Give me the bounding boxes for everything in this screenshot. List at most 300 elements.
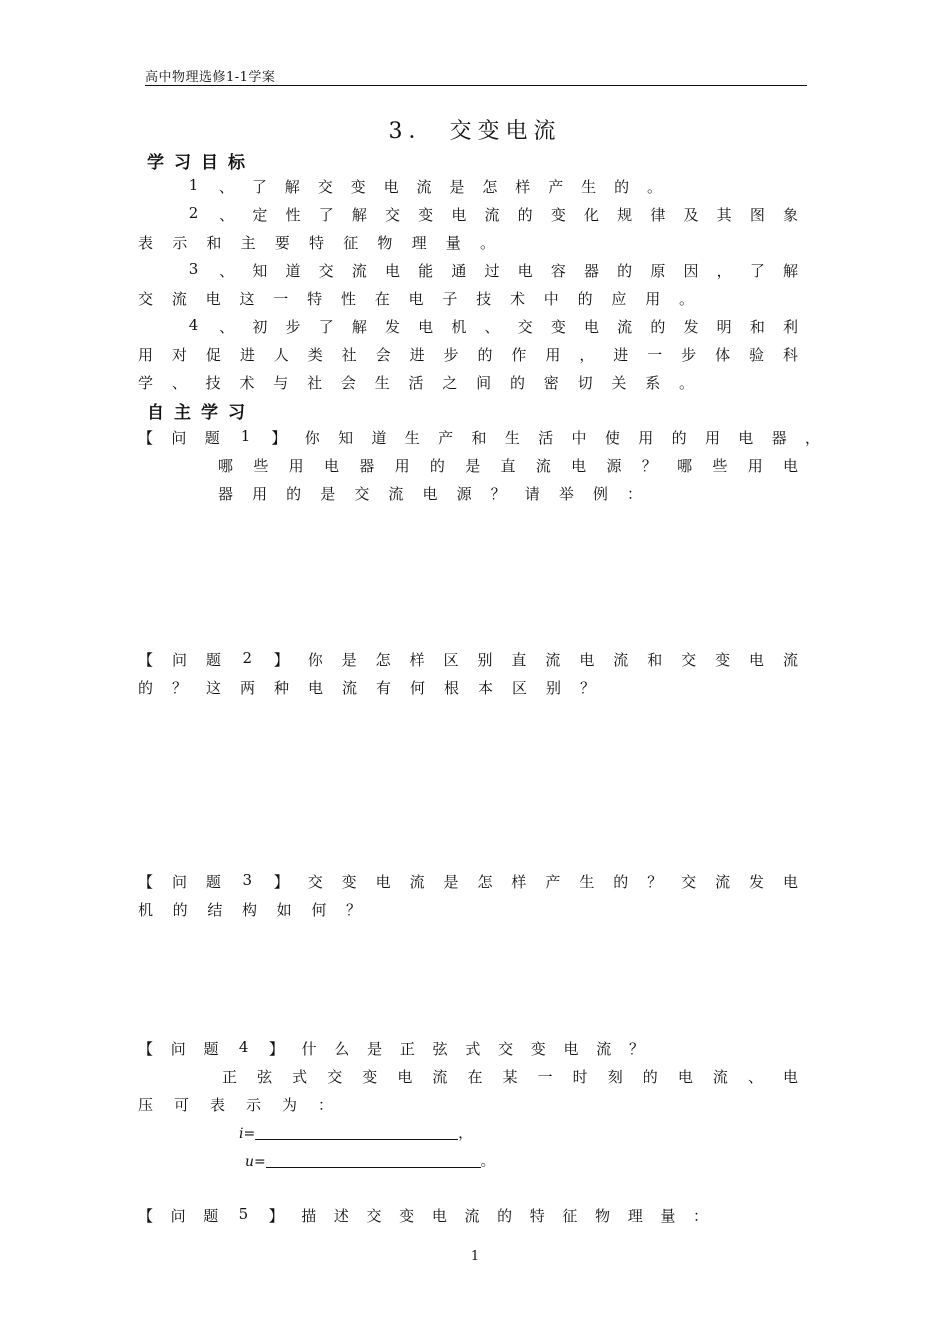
glyph: 要: [274, 234, 290, 252]
glyph: 用: [545, 346, 561, 364]
glyph: 电: [749, 651, 765, 669]
glyph: 生: [581, 178, 597, 196]
glyph: 示: [246, 1096, 262, 1114]
glyph: 用: [288, 457, 304, 475]
glyph: 特: [529, 1207, 545, 1225]
glyph: 用: [394, 457, 410, 475]
formula-variable: u=: [245, 1154, 266, 1170]
glyph: 生: [579, 873, 595, 891]
glyph: 5: [238, 1205, 249, 1223]
glyph: 这: [239, 290, 255, 308]
glyph: 作: [511, 346, 527, 364]
glyph: 变: [550, 318, 566, 336]
glyph: 的: [497, 1207, 513, 1225]
glyph: 别: [477, 651, 493, 669]
glyph: 、: [219, 262, 235, 280]
glyph: 如: [276, 901, 292, 919]
glyph: 【: [138, 1207, 154, 1225]
glyph: 源: [456, 485, 472, 503]
glyph: 示: [172, 234, 188, 252]
glyph: 【: [138, 1040, 154, 1058]
glyph: 交: [318, 262, 334, 280]
glyph: 【: [138, 651, 154, 669]
glyph: 电: [571, 457, 587, 475]
glyph: ，: [579, 346, 595, 364]
glyph: 问: [170, 1040, 186, 1058]
glyph: 进: [613, 346, 629, 364]
glyph: 流: [617, 318, 633, 336]
glyph: 4: [238, 1038, 249, 1056]
glyph: 是: [465, 457, 481, 475]
glyph: 征: [562, 1207, 578, 1225]
glyph: 的: [477, 346, 493, 364]
glyph: 产: [548, 178, 564, 196]
glyph: 可: [174, 1096, 190, 1114]
glyph: 交: [138, 290, 154, 308]
glyph: 的: [671, 429, 687, 447]
section-heading-goals: 学习目标: [147, 153, 255, 173]
glyph: 的: [617, 262, 633, 280]
glyph: 哪: [218, 457, 234, 475]
glyph: 在: [374, 290, 390, 308]
glyph: 与: [273, 374, 289, 392]
answer-blank[interactable]: [255, 1125, 458, 1140]
glyph: 子: [442, 290, 458, 308]
glyph: 电: [323, 457, 339, 475]
glyph: 、: [747, 1068, 763, 1086]
glyph: 物: [595, 1207, 611, 1225]
glyph: 压: [138, 1096, 154, 1114]
glyph: 术: [509, 290, 525, 308]
glyph: 举: [558, 485, 574, 503]
glyph: 主: [240, 234, 256, 252]
glyph: 量: [445, 234, 461, 252]
glyph: 解: [351, 318, 367, 336]
glyph: 3: [242, 871, 253, 889]
glyph: 的: [613, 873, 629, 891]
glyph: 化: [584, 206, 600, 224]
glyph: 电: [397, 1068, 413, 1086]
glyph: 流: [535, 457, 551, 475]
glyph: 交: [517, 318, 533, 336]
glyph: 的: [517, 206, 533, 224]
glyph: ，: [716, 262, 732, 280]
glyph: 因: [683, 262, 699, 280]
glyph: 会: [375, 346, 391, 364]
glyph: 器: [771, 429, 787, 447]
glyph: ？: [490, 485, 506, 503]
glyph: 人: [273, 346, 289, 364]
glyph: 机: [451, 318, 467, 336]
glyph: 技: [205, 374, 221, 392]
glyph: 。: [480, 234, 496, 252]
glyph: 电: [451, 206, 467, 224]
glyph: 流: [545, 651, 561, 669]
glyph: 和: [749, 318, 765, 336]
glyph: 使: [604, 429, 620, 447]
header-rule: [145, 85, 807, 86]
glyph: 发: [749, 873, 765, 891]
glyph: 电: [783, 873, 799, 891]
glyph: 电: [783, 457, 799, 475]
glyph: 步: [681, 346, 697, 364]
formula-variable: i=: [239, 1126, 256, 1142]
glyph: 】: [273, 651, 289, 669]
glyph: 理: [411, 234, 427, 252]
glyph: 交: [366, 1207, 382, 1225]
glyph: 特: [307, 290, 323, 308]
page-header: 高中物理选修1-1学案: [145, 70, 276, 85]
glyph: 和: [471, 429, 487, 447]
glyph: 电: [783, 1068, 799, 1086]
glyph: 电: [579, 651, 595, 669]
glyph: 用: [252, 485, 268, 503]
glyph: 些: [712, 457, 728, 475]
glyph: 系: [645, 374, 661, 392]
glyph: 样: [511, 873, 527, 891]
glyph: 用: [638, 429, 654, 447]
glyph: 源: [606, 457, 622, 475]
glyph: 切: [577, 374, 593, 392]
glyph: 流: [715, 873, 731, 891]
glyph: 电: [375, 873, 391, 891]
formula-f-u: [245, 1151, 495, 1171]
glyph: 利: [783, 318, 799, 336]
glyph: 过: [484, 262, 500, 280]
glyph: 步: [443, 346, 459, 364]
glyph: ：: [693, 1207, 709, 1225]
glyph: 解: [351, 206, 367, 224]
glyph: 律: [650, 206, 666, 224]
glyph: ？: [629, 1040, 645, 1058]
glyph: 社: [307, 374, 323, 392]
glyph: 电: [308, 679, 324, 697]
glyph: 题: [204, 429, 220, 447]
glyph: 1: [240, 427, 251, 445]
glyph: 器: [218, 485, 234, 503]
glyph: 对: [171, 346, 187, 364]
glyph: 器: [359, 457, 375, 475]
glyph: 电: [418, 318, 434, 336]
glyph: 刻: [607, 1068, 623, 1086]
glyph: 变: [341, 873, 357, 891]
glyph: 式: [465, 1040, 481, 1058]
glyph: 变: [550, 206, 566, 224]
glyph: 发: [385, 318, 401, 336]
glyph: 解: [783, 262, 799, 280]
glyph: 了: [251, 178, 267, 196]
glyph: 之: [442, 374, 458, 392]
glyph: 题: [205, 651, 221, 669]
glyph: 体: [715, 346, 731, 364]
glyph: 机: [138, 901, 154, 919]
glyph: 生: [504, 429, 520, 447]
glyph: 【: [138, 873, 154, 891]
glyph: 在: [467, 1068, 483, 1086]
glyph: 电: [385, 262, 401, 280]
glyph: 你: [304, 429, 320, 447]
glyph: 电: [431, 1207, 447, 1225]
glyph: 生: [374, 374, 390, 392]
glyph: 题: [203, 1040, 219, 1058]
glyph: 的: [614, 178, 630, 196]
glyph: 正: [222, 1068, 238, 1086]
glyph: 间: [476, 374, 492, 392]
glyph: 。: [679, 374, 695, 392]
glyph: 交: [681, 873, 697, 891]
glyph: 和: [647, 651, 663, 669]
glyph: 用: [704, 429, 720, 447]
glyph: 能: [418, 262, 434, 280]
glyph: 。: [679, 290, 695, 308]
glyph: 、: [484, 318, 500, 336]
glyph: 请: [524, 485, 540, 503]
glyph: 流: [342, 679, 358, 697]
glyph: 活: [408, 374, 424, 392]
glyph: 和: [206, 234, 222, 252]
glyph: 征: [343, 234, 359, 252]
glyph: 一: [647, 346, 663, 364]
glyph: 验: [749, 346, 765, 364]
glyph: 图: [749, 206, 765, 224]
glyph: 其: [716, 206, 732, 224]
glyph: 理: [627, 1207, 643, 1225]
glyph: 何: [311, 901, 327, 919]
glyph: 、: [218, 178, 234, 196]
glyph: 是: [449, 178, 465, 196]
glyph: 表: [138, 234, 154, 252]
glyph: 电: [677, 1068, 693, 1086]
glyph: 变: [350, 178, 366, 196]
glyph: 性: [285, 206, 301, 224]
glyph: 电: [517, 262, 533, 280]
glyph: 直: [511, 651, 527, 669]
glyph: 】: [271, 429, 287, 447]
glyph: 有: [376, 679, 392, 697]
glyph: 这: [206, 679, 222, 697]
glyph: 电: [738, 429, 754, 447]
glyph: 】: [273, 873, 289, 891]
glyph: 物: [377, 234, 393, 252]
glyph: 根: [444, 679, 460, 697]
glyph: 是: [367, 1040, 383, 1058]
glyph: 的: [172, 901, 188, 919]
glyph: 直: [500, 457, 516, 475]
glyph: 怎: [375, 651, 391, 669]
glyph: 电: [383, 178, 399, 196]
glyph: 定: [252, 206, 268, 224]
glyph: ？: [346, 901, 362, 919]
glyph: 解: [284, 178, 300, 196]
glyph: 流: [416, 178, 432, 196]
glyph: 别: [546, 679, 562, 697]
glyph: 两: [240, 679, 256, 697]
glyph: 发: [683, 318, 699, 336]
answer-blank[interactable]: [266, 1153, 481, 1168]
glyph: 流: [783, 651, 799, 669]
glyph: 变: [715, 651, 731, 669]
glyph: 问: [171, 651, 187, 669]
glyph: 构: [242, 901, 258, 919]
glyph: 容: [550, 262, 566, 280]
glyph: ：: [318, 1096, 334, 1114]
glyph: 道: [285, 262, 301, 280]
glyph: 样: [409, 651, 425, 669]
glyph: 结: [207, 901, 223, 919]
glyph: 特: [309, 234, 325, 252]
formula-punctuation: ，: [458, 1126, 473, 1142]
glyph: 题: [205, 873, 221, 891]
glyph: 哪: [677, 457, 693, 475]
glyph: 交: [307, 873, 323, 891]
glyph: 的: [138, 679, 154, 697]
glyph: 本: [478, 679, 494, 697]
glyph: 的: [577, 290, 593, 308]
glyph: 3: [188, 260, 199, 278]
glyph: ，: [805, 429, 821, 447]
glyph: 道: [371, 429, 387, 447]
glyph: 题: [203, 1207, 219, 1225]
glyph: 了: [318, 206, 334, 224]
glyph: ？: [647, 873, 663, 891]
glyph: 学: [138, 374, 154, 392]
glyph: 社: [341, 346, 357, 364]
glyph: 进: [409, 346, 425, 364]
glyph: 用: [138, 346, 154, 364]
formula-punctuation: 。: [480, 1154, 495, 1170]
glyph: 关: [611, 374, 627, 392]
glyph: 交: [327, 1068, 343, 1086]
glyph: 一: [273, 290, 289, 308]
glyph: 知: [338, 429, 354, 447]
glyph: 描: [301, 1207, 317, 1225]
glyph: 器: [584, 262, 600, 280]
glyph: 原: [650, 262, 666, 280]
glyph: 一: [537, 1068, 553, 1086]
glyph: 问: [171, 873, 187, 891]
glyph: 种: [274, 679, 290, 697]
glyph: 电: [563, 1040, 579, 1058]
glyph: 变: [399, 1207, 415, 1225]
glyph: 、: [171, 374, 187, 392]
glyph: 么: [334, 1040, 350, 1058]
glyph: 交: [354, 485, 370, 503]
glyph: 为: [282, 1096, 298, 1114]
glyph: 正: [399, 1040, 415, 1058]
glyph: 了: [318, 318, 334, 336]
glyph: 流: [388, 485, 404, 503]
glyph: 初: [252, 318, 268, 336]
glyph: 2: [188, 204, 199, 222]
glyph: 什: [301, 1040, 317, 1058]
glyph: 4: [188, 316, 199, 334]
glyph: 流: [596, 1040, 612, 1058]
glyph: 是: [443, 873, 459, 891]
glyph: 及: [683, 206, 699, 224]
glyph: 明: [716, 318, 732, 336]
glyph: 样: [515, 178, 531, 196]
glyph: 的: [642, 1068, 658, 1086]
glyph: ：: [627, 485, 643, 503]
glyph: 表: [210, 1096, 226, 1114]
glyph: 进: [239, 346, 255, 364]
glyph: 流: [432, 1068, 448, 1086]
glyph: 用: [645, 290, 661, 308]
formula-f-i: [239, 1123, 472, 1143]
glyph: 产: [438, 429, 454, 447]
glyph: 你: [307, 651, 323, 669]
glyph: 例: [592, 485, 608, 503]
glyph: 密: [543, 374, 559, 392]
glyph: 某: [502, 1068, 518, 1086]
glyph: 会: [340, 374, 356, 392]
glyph: 步: [285, 318, 301, 336]
glyph: 流: [171, 290, 187, 308]
glyph: 【: [138, 429, 154, 447]
glyph: 怎: [482, 178, 498, 196]
page-number: 1: [470, 1249, 480, 1264]
glyph: 流: [409, 873, 425, 891]
glyph: 。: [647, 178, 663, 196]
glyph: 知: [252, 262, 268, 280]
page-title: 3． 交变电流: [388, 119, 562, 144]
glyph: 2: [242, 649, 253, 667]
glyph: 术: [239, 374, 255, 392]
glyph: 、: [219, 206, 235, 224]
glyph: 中: [543, 290, 559, 308]
glyph: 何: [410, 679, 426, 697]
glyph: 是: [320, 485, 336, 503]
glyph: 区: [512, 679, 528, 697]
glyph: 变: [530, 1040, 546, 1058]
glyph: 科: [783, 346, 799, 364]
glyph: 、: [219, 318, 235, 336]
glyph: 电: [584, 318, 600, 336]
glyph: 问: [171, 429, 187, 447]
glyph: 用: [747, 457, 763, 475]
glyph: 1: [188, 176, 199, 194]
glyph: 交: [498, 1040, 514, 1058]
glyph: 弦: [432, 1040, 448, 1058]
glyph: 性: [340, 290, 356, 308]
glyph: ？: [641, 457, 657, 475]
glyph: 的: [650, 318, 666, 336]
glyph: ？: [580, 679, 596, 697]
glyph: 交: [681, 651, 697, 669]
glyph: 流: [484, 206, 500, 224]
glyph: 】: [268, 1040, 284, 1058]
glyph: 交: [385, 206, 401, 224]
glyph: 技: [476, 290, 492, 308]
glyph: 流: [351, 262, 367, 280]
glyph: 式: [292, 1068, 308, 1086]
glyph: 类: [307, 346, 323, 364]
glyph: 量: [660, 1207, 676, 1225]
section-heading-self-study: 自主学习: [147, 403, 255, 423]
glyph: 促: [205, 346, 221, 364]
glyph: 的: [286, 485, 302, 503]
glyph: 了: [749, 262, 765, 280]
glyph: 电: [422, 485, 438, 503]
glyph: 变: [362, 1068, 378, 1086]
glyph: 的: [429, 457, 445, 475]
glyph: 是: [341, 651, 357, 669]
glyph: 通: [451, 262, 467, 280]
glyph: 交: [317, 178, 333, 196]
glyph: 产: [545, 873, 561, 891]
glyph: 区: [443, 651, 459, 669]
glyph: ？: [172, 679, 188, 697]
